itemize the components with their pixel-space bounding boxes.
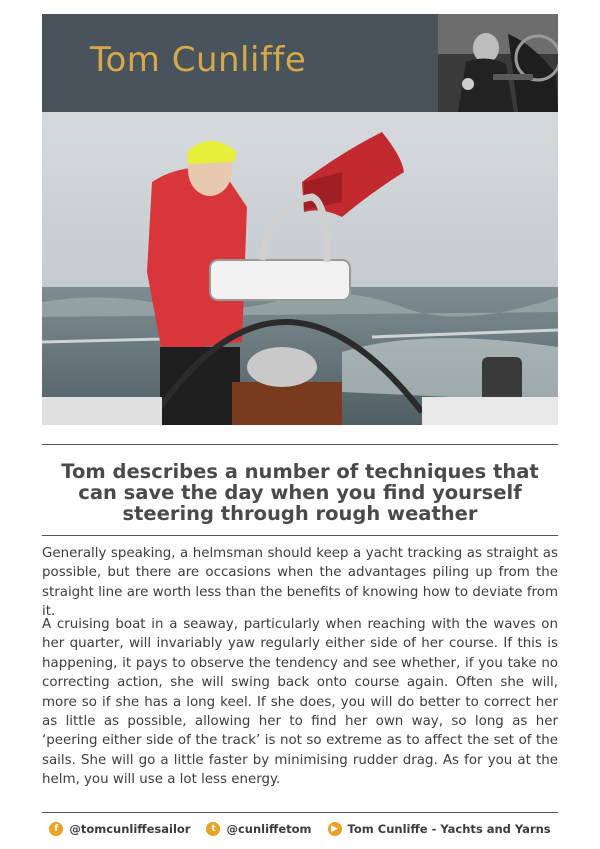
social-footer [42, 818, 558, 840]
twitter-link[interactable] [206, 822, 311, 836]
top-divider [42, 444, 558, 445]
hero-photo [42, 112, 558, 425]
page-title: Tom Cunliffe [90, 40, 307, 80]
author-portrait [438, 14, 558, 112]
hero-photo-image [42, 112, 558, 425]
youtube-handle: Tom Cunliffe - Yachts and Yarns [347, 822, 551, 836]
youtube-link[interactable] [328, 822, 551, 836]
twitter-handle: @cunliffetom [226, 822, 312, 836]
article-paragraph-1: Generally speaking, a helmsman should keep a yacht tracking as straight as possible, but there are occasions when the advantages piling up from the straight line are worth less than the benefits of knowing how to deviate from it. [42, 546, 558, 620]
youtube-icon: ▶ [328, 822, 342, 836]
article-paragraph-2: A cruising boat in a seaway, particularly when reaching with the waves on her quarter, will invariably yaw regularly either side of her course. If this is happening, it pays to observe the tendency and see whether, if you take no correcting action, she will swing back onto course again. Often she will, more so if she has a long keel. If she does, you will do better to correct her as little as possible, allowing her to find her own way, so long as her ‘peering either side of the track’ is not so extreme as to affect the set of the sails. She will go a little faster by minimising rudder drag. As for you at the helm, you will use a lot less energy. [42, 617, 558, 788]
facebook-link[interactable] [49, 822, 190, 836]
facebook-icon: f [49, 822, 63, 836]
article-headline: Tom describes a number of techniques that can save the day when you find yourself steering through rough weather [61, 460, 539, 525]
twitter-icon: t [206, 822, 220, 836]
title-banner [42, 14, 438, 112]
facebook-handle: @tomcunliffesailor [69, 822, 191, 836]
headline-divider [42, 535, 558, 536]
author-portrait-image [438, 14, 558, 112]
footer-divider [42, 812, 558, 813]
